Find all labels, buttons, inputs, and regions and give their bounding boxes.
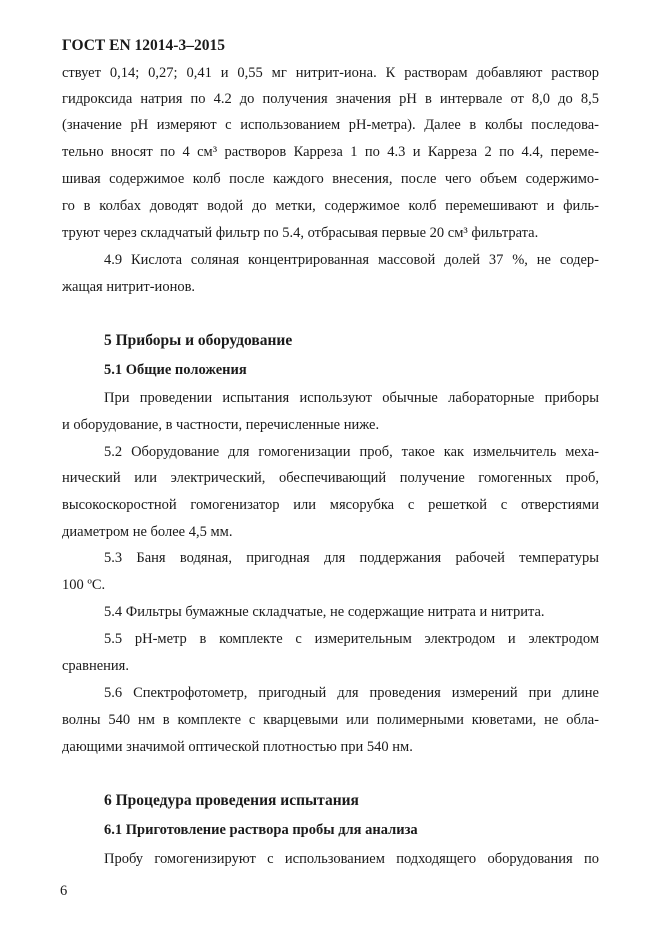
text-line: го в колбах доводят водой до метки, содержимое колб перемешивают и филь- bbox=[62, 198, 599, 214]
text-line: и оборудование, в частности, перечисленные ниже. bbox=[62, 417, 380, 433]
text-line: труют через складчатый фильтр по 5.4, отбрасывая первые 20 см³ фильтрата. bbox=[62, 225, 539, 241]
subsection-heading: 6.1 Приготовление раствора пробы для анализа bbox=[104, 822, 418, 838]
section-heading: 6 Процедура проведения испытания bbox=[104, 792, 359, 809]
page-number: 6 bbox=[60, 883, 68, 899]
text-line: 5.6 Спектрофотометр, пригодный для проведения измерений при длине bbox=[104, 685, 599, 701]
text-line: 5.2 Оборудование для гомогенизации проб, такое как измельчитель меха- bbox=[104, 444, 599, 460]
text-line: диаметром не более 4,5 мм. bbox=[62, 524, 233, 540]
standard-header: ГОСТ EN 12014-3–2015 bbox=[62, 37, 225, 54]
text-line: Пробу гомогенизируют с использованием подходящего оборудования по bbox=[104, 851, 599, 867]
text-line: ствует 0,14; 0,27; 0,41 и 0,55 мг нитрит-иона. К растворам добавляют раствор bbox=[62, 65, 599, 81]
text-line: гидроксида натрия по 4.2 до получения значения pH в интервале от 8,0 до 8,5 bbox=[62, 91, 599, 107]
text-line: (значение pH измеряют с использованием pH-метра). Далее в колбы последова- bbox=[62, 117, 599, 133]
text-line: 5.5 pH-метр в комплекте с измерительным электродом и электродом bbox=[104, 631, 599, 647]
subsection-heading: 5.1 Общие положения bbox=[104, 362, 247, 378]
text-line: сравнения. bbox=[62, 658, 129, 674]
text-line: При проведении испытания используют обычные лабораторные приборы bbox=[104, 390, 599, 406]
text-line: нический или электрический, обеспечивающий получение гомогенных проб, bbox=[62, 470, 599, 486]
text-line: волны 540 нм в комплекте с кварцевыми или полимерными кюветами, не обла- bbox=[62, 712, 599, 728]
section-heading: 5 Приборы и оборудование bbox=[104, 332, 293, 349]
text-line: 100 ºC. bbox=[62, 577, 106, 593]
text-line: высокоскоростной гомогенизатор или мясорубка с решеткой с отверстиями bbox=[62, 497, 599, 513]
text-line: дающими значимой оптической плотностью при 540 нм. bbox=[62, 739, 413, 755]
text-line: шивая содержимое колб после каждого внесения, после чего объем содержимо- bbox=[62, 171, 599, 187]
text-line: жащая нитрит-ионов. bbox=[62, 279, 196, 295]
text-line: 5.3 Баня водяная, пригодная для поддержания рабочей температуры bbox=[104, 550, 599, 566]
text-line: 4.9 Кислота соляная концентрированная массовой долей 37 %, не содер- bbox=[104, 252, 599, 268]
text-line: тельно вносят по 4 см³ растворов Карреза 1 по 4.3 и Карреза 2 по 4.4, переме- bbox=[62, 144, 599, 160]
text-line: 5.4 Фильтры бумажные складчатые, не содержащие нитрата и нитрита. bbox=[104, 604, 545, 620]
